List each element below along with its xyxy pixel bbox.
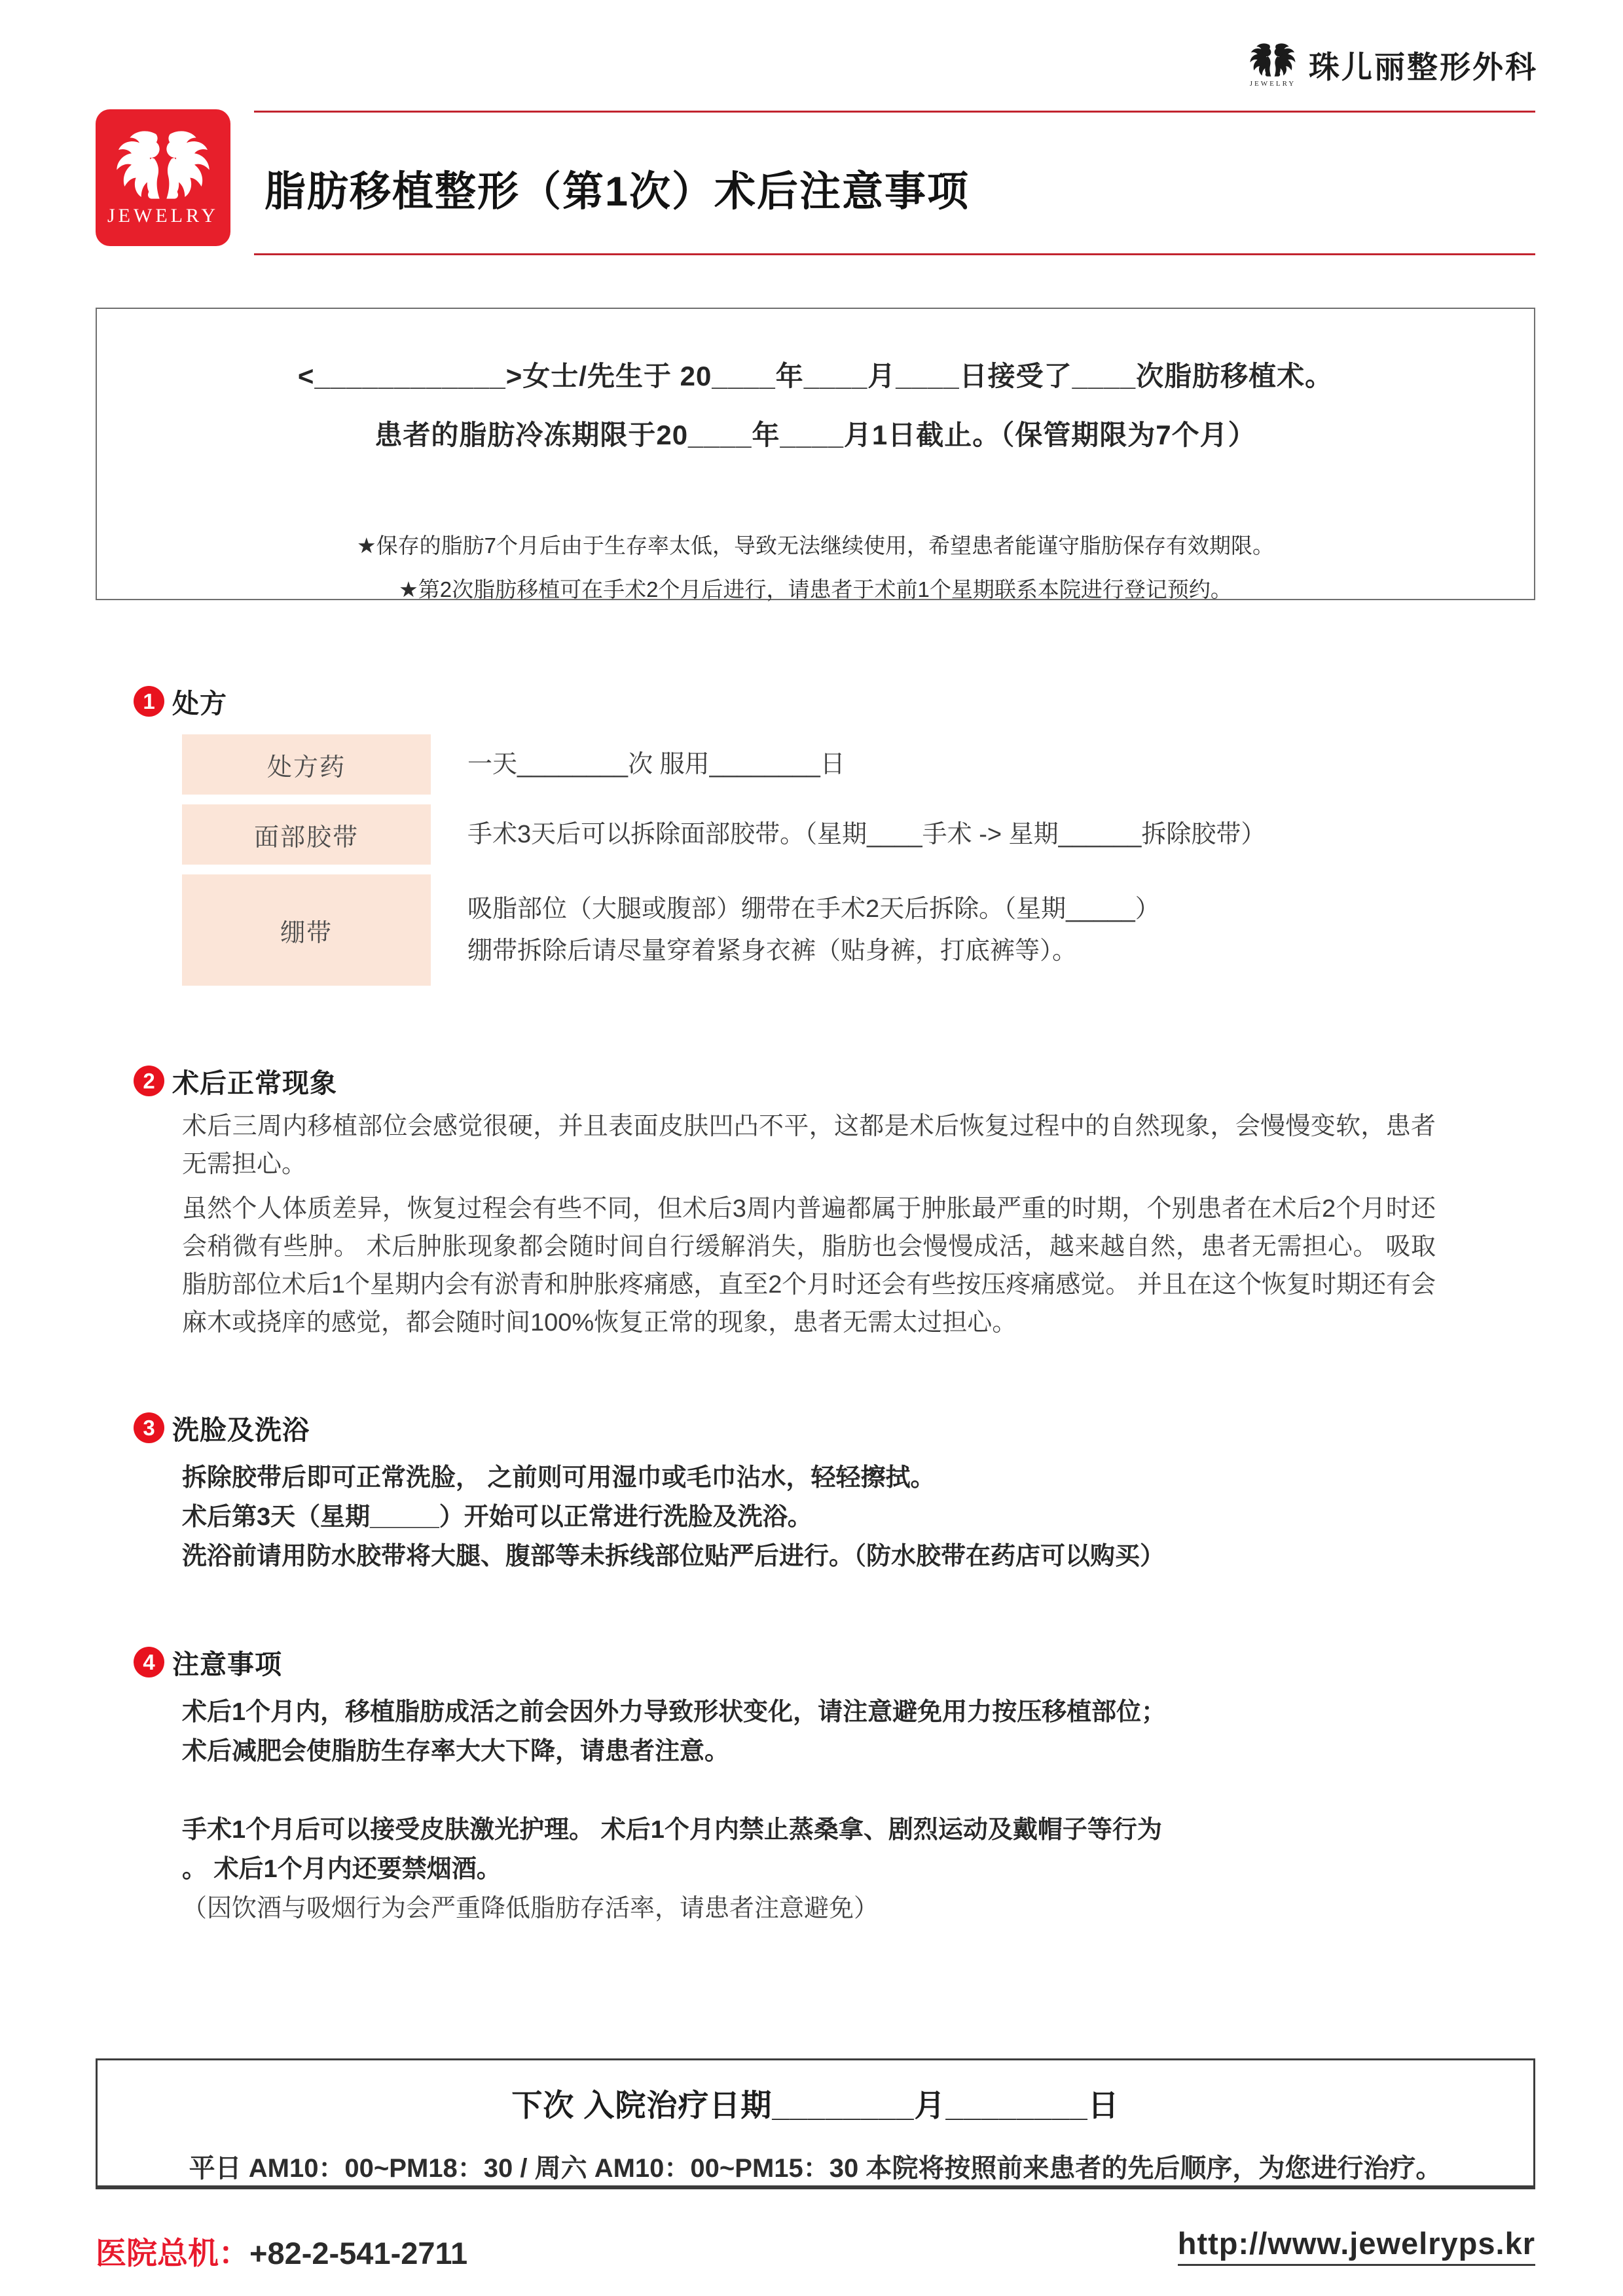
section-number-badge: 4 <box>134 1647 164 1677</box>
website-link[interactable]: http://www.jewelryps.kr <box>1178 2225 1535 2266</box>
section-heading: 洗脸及洗浴 <box>172 1415 310 1445</box>
title-rule-bottom <box>254 253 1535 255</box>
section-number-badge: 3 <box>134 1412 164 1443</box>
table-row <box>182 874 1434 986</box>
section-header-precautions <box>134 1643 282 1681</box>
row-label-cell: 面部胶带 <box>182 804 431 865</box>
row-label-cell: 处方药 <box>182 734 431 795</box>
row-content <box>467 874 1160 986</box>
clinic-logo-wordmark: JEWELRY <box>1249 80 1296 88</box>
twin-figures-icon <box>111 129 215 202</box>
paragraph <box>182 1810 1184 1928</box>
storage-note-1: ★保存的脂肪7个月后由于生存率太低，导致无法继续使用，希望患者能谨守脂肪保存有效期限。 <box>357 533 1274 558</box>
section-heading: 处方 <box>172 689 227 719</box>
paragraph: 术后三周内移植部位会感觉很硬，并且表面皮肤凹凸不平，这都是术后恢复过程中的自然现象，会慢慢变软，患者无需担心。 <box>182 1113 1436 1178</box>
paragraph: 术后第3天（星期_____）开始可以正常进行洗脸及洗浴。 <box>182 1503 812 1531</box>
paragraph: 拆除胶带后即可正常洗脸， 之前则可用湿巾或毛巾沾水，轻轻擦拭。 <box>182 1464 936 1492</box>
paragraph: 术后1个月内，移植脂肪成活之前会因外力导致形状变化，请注意避免用力按压移植部位；术后减肥会使脂肪生存率大大下降，请患者注意。 <box>182 1698 1167 1765</box>
section-header-prescription <box>134 682 227 721</box>
section-number-badge: 2 <box>134 1066 164 1096</box>
washing-instructions <box>182 1458 1436 1576</box>
appointment-box <box>96 2058 1535 2189</box>
row-content-line: 手术3天后可以拆除面部胶带。（星期____手术 -> 星期______拆除胶带） <box>467 821 1266 848</box>
patient-surgery-line: <____________>女士/先生于 20____年____月____日接受了____次脂肪移植术。 <box>297 361 1334 391</box>
table-row <box>182 734 1434 795</box>
paragraph: 虽然个人体质差异，恢复过程会有些不同，但术后3周内普遍都属于肿胀最严重的时期，个别患者在术后2个月时还会稍微有些肿。 术后肿胀现象都会随时间自行缓解消失，脂肪也会慢慢成活，越来越自然，患者无需担心。 吸取脂肪部位术后1个星期内会有淤青和肿胀疼痛感，直至2个月时还会有些按压疼痛感觉。 并且在这个恢复时期还有会麻木或挠庠的感觉，都会随时间100%恢复正常的现象，患者无需太过担心。 <box>182 1195 1436 1336</box>
table-row <box>182 804 1434 865</box>
section-header-normal-phenomena <box>134 1062 337 1100</box>
row-content <box>467 804 1266 865</box>
twin-figures-icon <box>1247 42 1298 79</box>
paragraph-bold-part: 手术1个月后可以接受皮肤激光护理。 术后1个月内禁止蒸桑拿、剧烈运动及戴帽子等行为 。 术后1个月内还要禁烟酒。 <box>182 1816 1162 1883</box>
section-header-washing <box>134 1408 310 1447</box>
office-hours-line: 平日 AM10：00~PM18：30 / 周六 AM10：00~PM15：30 本院将按照前来患者的先后顺序，为您进行治疗。 <box>189 2154 1442 2183</box>
normal-phenomena-text <box>182 1107 1436 1342</box>
storage-note-2: ★第2次脂肪移植可在手术2个月后进行，请患者于术前1个星期联系本院进行登记预约。 <box>399 577 1232 601</box>
section-heading: 注意事项 <box>172 1649 282 1679</box>
clinic-header <box>1247 42 1538 88</box>
jewelry-logo-wordmark: JEWELRY <box>107 204 219 226</box>
precaution-activity-text <box>182 1810 1184 1928</box>
jewelry-logo-box <box>96 109 230 246</box>
row-content-line: 吸脂部位（大腿或腹部）绷带在手术2天后拆除。（星期_____） <box>467 895 1160 923</box>
row-content <box>467 734 845 795</box>
next-visit-line: 下次 入院治疗日期________月________日 <box>511 2088 1120 2123</box>
page-title: 脂肪移植整形（第1次）术后注意事项 <box>264 168 970 215</box>
paragraph: 洗浴前请用防水胶带将大腿、腹部等未拆线部位贴严后进行。（防水胶带在药店可以购买） <box>182 1543 1165 1570</box>
patient-info-box <box>96 308 1535 600</box>
prescription-table <box>182 734 1434 996</box>
phone-label: 医院总机： <box>96 2236 249 2270</box>
clinic-name: 珠儿丽整形外科 <box>1309 49 1538 84</box>
row-content-line: 一天________次 服用________日 <box>467 751 845 778</box>
paragraph-regular-part: （因饮酒与吸烟行为会严重降低脂肪存活率，请患者注意避免） <box>182 1895 879 1922</box>
footer-phone <box>96 2229 467 2273</box>
fat-storage-deadline-line: 患者的脂肪冷冻期限于20____年____月1日截止。（保管期限为7个月） <box>374 420 1256 450</box>
section-number-badge: 1 <box>134 686 164 717</box>
row-content-line: 绷带拆除后请尽量穿着紧身衣裤（贴身裤，打底裤等）。 <box>467 937 1078 965</box>
row-label-cell: 绷带 <box>182 874 431 986</box>
precaution-pressure-text <box>182 1693 1184 1771</box>
clinic-logo <box>1247 42 1298 88</box>
section-heading: 术后正常现象 <box>172 1068 337 1098</box>
phone-number: +82-2-541-2711 <box>249 2236 468 2270</box>
title-rule-top <box>254 111 1535 113</box>
